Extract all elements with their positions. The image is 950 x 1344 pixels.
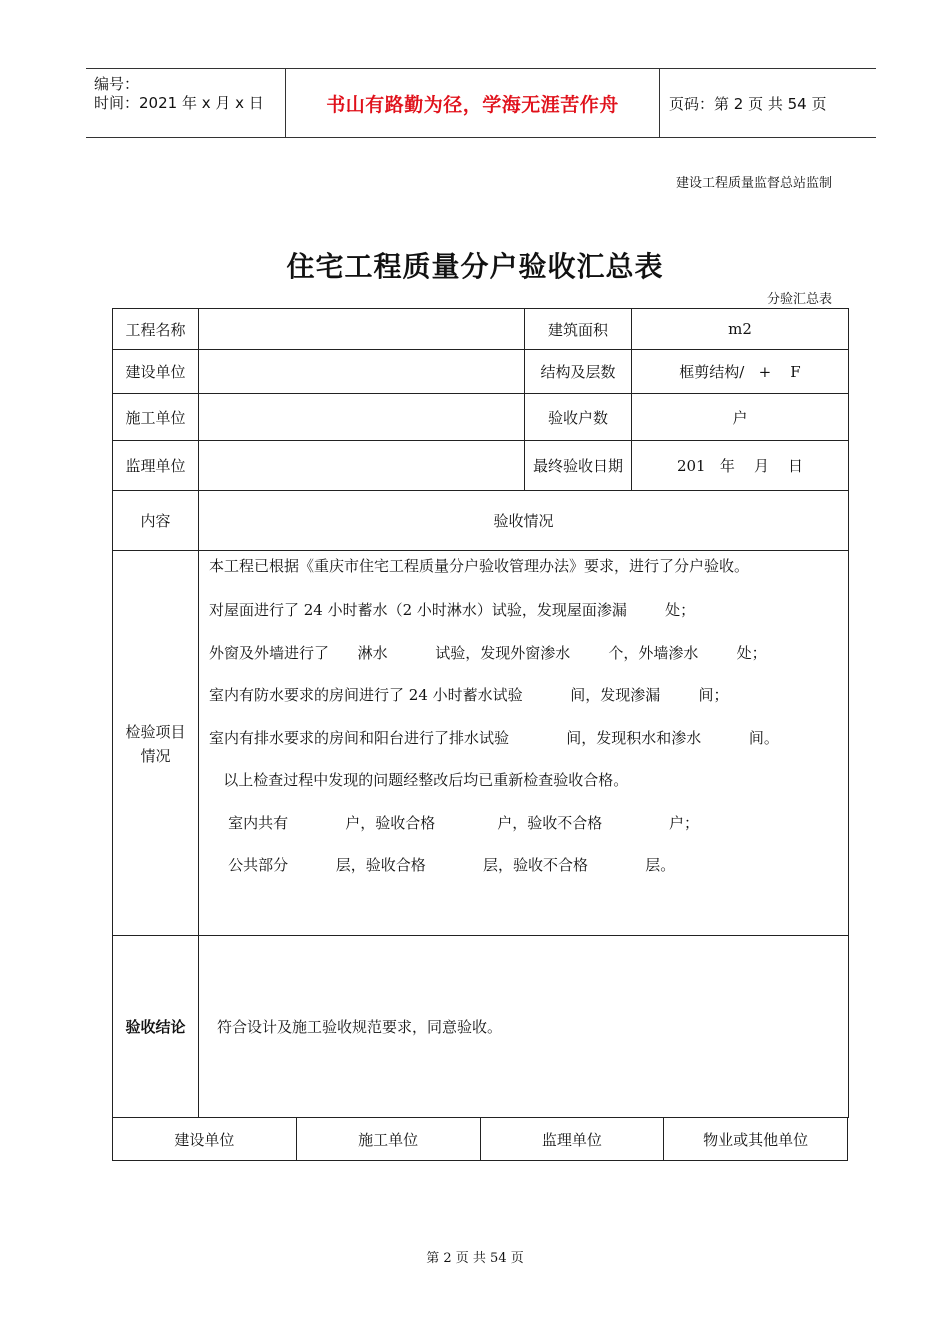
inspection-line: 以上检查过程中发现的问题经整改后均已重新检查验收合格。 [209, 771, 629, 789]
signature-property[interactable]: 物业或其他单位 [664, 1118, 848, 1161]
inspection-line: 外窗及外墙进行了 淋水 试验，发现外窗渗水 个，外墙渗水 处； [209, 643, 767, 662]
conclusion-label: 验收结论 [113, 936, 199, 1118]
motto: 书山有路勤为径，学海无涯苦作舟 [326, 93, 619, 116]
page-info: 页码：第 2 页 共 54 页 [669, 94, 827, 113]
inspection-label [113, 551, 199, 936]
structure-floors-field[interactable]: 框剪结构/ + F [632, 350, 849, 394]
signature-table [112, 1117, 848, 1161]
summary-table [112, 308, 849, 1118]
header-motto-cell [285, 69, 660, 137]
table-row [113, 551, 849, 936]
page-title: 住宅工程质量分户验收汇总表 [286, 250, 664, 283]
signature-contractor[interactable]: 施工单位 [296, 1118, 480, 1161]
table-row [113, 1118, 848, 1161]
contractor-label: 施工单位 [113, 394, 199, 441]
header-page-cell [659, 69, 876, 137]
building-area-label: 建筑面积 [525, 309, 632, 350]
construction-unit-label: 建设单位 [113, 350, 199, 394]
inspection-label-line2: 情况 [140, 746, 171, 765]
table-row [113, 350, 849, 394]
table-row [113, 394, 849, 441]
time-label: 时间：2021 年 x 月 x 日 [94, 94, 264, 112]
document-header [86, 68, 876, 138]
structure-floors-label: 结构及层数 [525, 350, 632, 394]
supervisor-note: 建设工程质量监督总站监制 [675, 176, 832, 191]
supervision-unit-label: 监理单位 [113, 441, 199, 491]
final-date-field[interactable]: 201 年 月 日 [632, 441, 849, 491]
final-date-label: 最终验收日期 [525, 441, 632, 491]
inspection-label-line1: 检验项目 [125, 722, 186, 741]
inspection-line: 对屋面进行了 24 小时蓄水（2 小时淋水）试验，发现屋面渗漏 处； [209, 601, 696, 619]
inspection-line: 室内有防水要求的房间进行了 24 小时蓄水试验 间，发现渗漏 间； [209, 686, 729, 704]
contractor-field[interactable] [199, 394, 525, 441]
table-row [113, 309, 849, 350]
table-row [113, 491, 849, 551]
table-row [113, 441, 849, 491]
number-label: 编号： [94, 75, 140, 93]
inspection-line: 室内共有 户，验收合格 户，验收不合格 户； [209, 813, 700, 832]
header-meta [86, 69, 285, 137]
construction-unit-field[interactable] [199, 350, 525, 394]
inspection-line: 本工程已根据《重庆市住宅工程质量分户验收管理办法》要求，进行了分户验收。 [209, 557, 750, 575]
inspection-content[interactable] [199, 551, 849, 936]
status-header-label: 验收情况 [199, 491, 849, 551]
signature-owner[interactable]: 建设单位 [113, 1118, 297, 1161]
inspection-line: 室内有排水要求的房间和阳台进行了排水试验 间，发现积水和渗水 间。 [209, 728, 779, 747]
signature-supervisor[interactable]: 监理单位 [480, 1118, 664, 1161]
project-name-field[interactable] [199, 309, 525, 350]
table-row [113, 936, 849, 1118]
conclusion-text[interactable]: 符合设计及施工验收规范要求，同意验收。 [199, 936, 849, 1118]
project-name-label: 工程名称 [113, 309, 199, 350]
page-footer: 第 2 页 共 54 页 [426, 1251, 524, 1266]
subtitle-note: 分验汇总表 [766, 292, 832, 307]
inspection-line: 公共部分 层，验收合格 层，验收不合格 层。 [209, 856, 676, 874]
households-field[interactable]: 户 [632, 394, 849, 441]
building-area-field[interactable]: m2 [632, 309, 849, 350]
households-label: 验收户数 [525, 394, 632, 441]
content-header-label: 内容 [113, 491, 199, 551]
supervision-unit-field[interactable] [199, 441, 525, 491]
